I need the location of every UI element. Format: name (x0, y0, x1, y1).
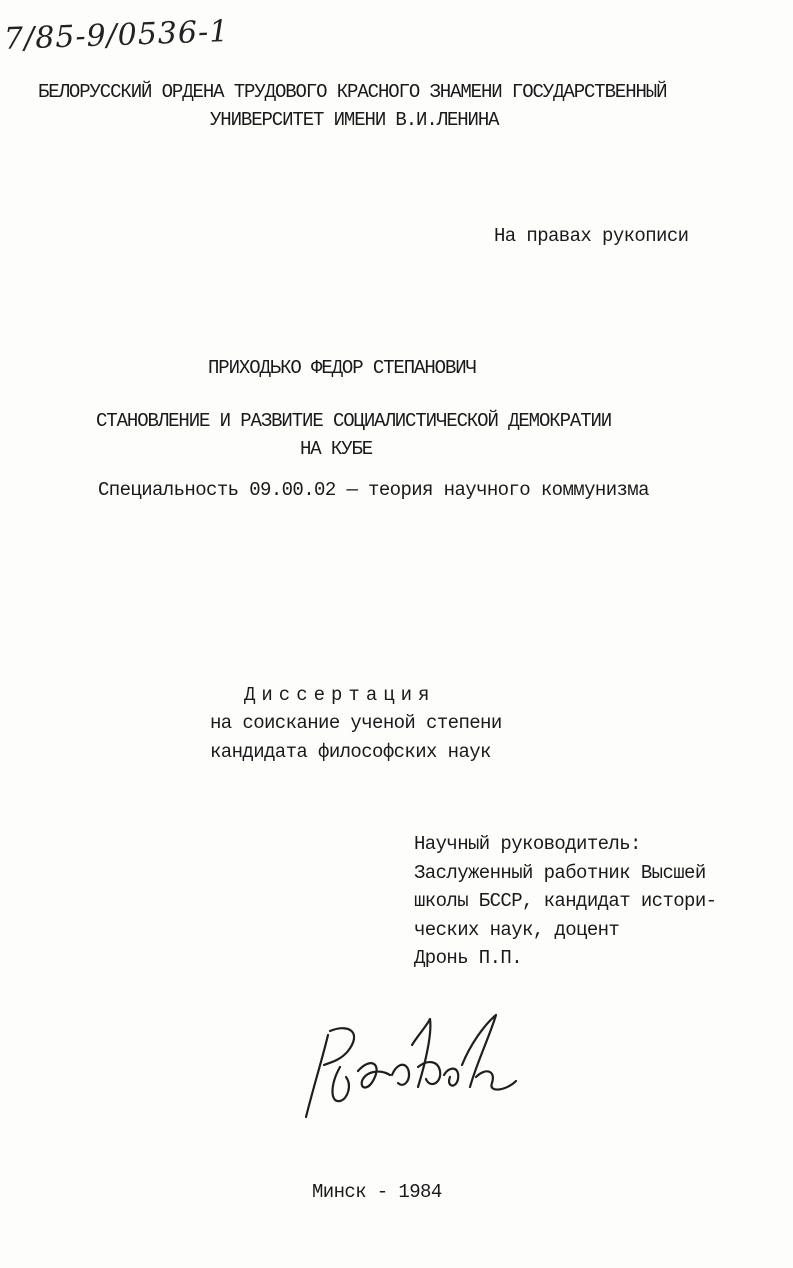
title-line-2: НА КУБЕ (300, 438, 373, 460)
supervisor-line-3: школы БССР, кандидат истори- (414, 890, 717, 912)
rights-note: На правах рукописи (494, 225, 689, 247)
footer-city-year: Минск - 1984 (312, 1181, 442, 1203)
supervisor-line-4: ческих наук, доцент (414, 919, 620, 941)
author-name: ПРИХОДЬКО ФЕДОР СТЕПАНОВИЧ (208, 357, 476, 379)
dissertation-heading: Диссертация (244, 684, 436, 706)
title-line-1: СТАНОВЛЕНИЕ И РАЗВИТИЕ СОЦИАЛИСТИЧЕСКОЙ ДЕМОКРАТИИ (96, 410, 612, 432)
university-line-2: УНИВЕРСИТЕТ ИМЕНИ В.И.ЛЕНИНА (210, 109, 499, 131)
university-line-1: БЕЛОРУССКИЙ ОРДЕНА ТРУДОВОГО КРАСНОГО ЗНАМЕНИ ГОСУДАРСТВЕННЫЙ (38, 81, 667, 103)
supervisor-line-2: Заслуженный работник Высшей (414, 862, 706, 884)
dissertation-line-2: кандидата философских наук (210, 741, 491, 763)
dissertation-line-1: на соискание ученой степени (210, 712, 502, 734)
archive-mark: 7/85-9/0536-1 (3, 14, 230, 57)
handwritten-signature (300, 1005, 530, 1125)
supervisor-line-5: Дронь П.П. (414, 947, 523, 969)
specialty-line: Специальность 09.00.02 — теория научного коммунизма (98, 479, 649, 501)
supervisor-line-1: Научный руководитель: (414, 833, 641, 855)
